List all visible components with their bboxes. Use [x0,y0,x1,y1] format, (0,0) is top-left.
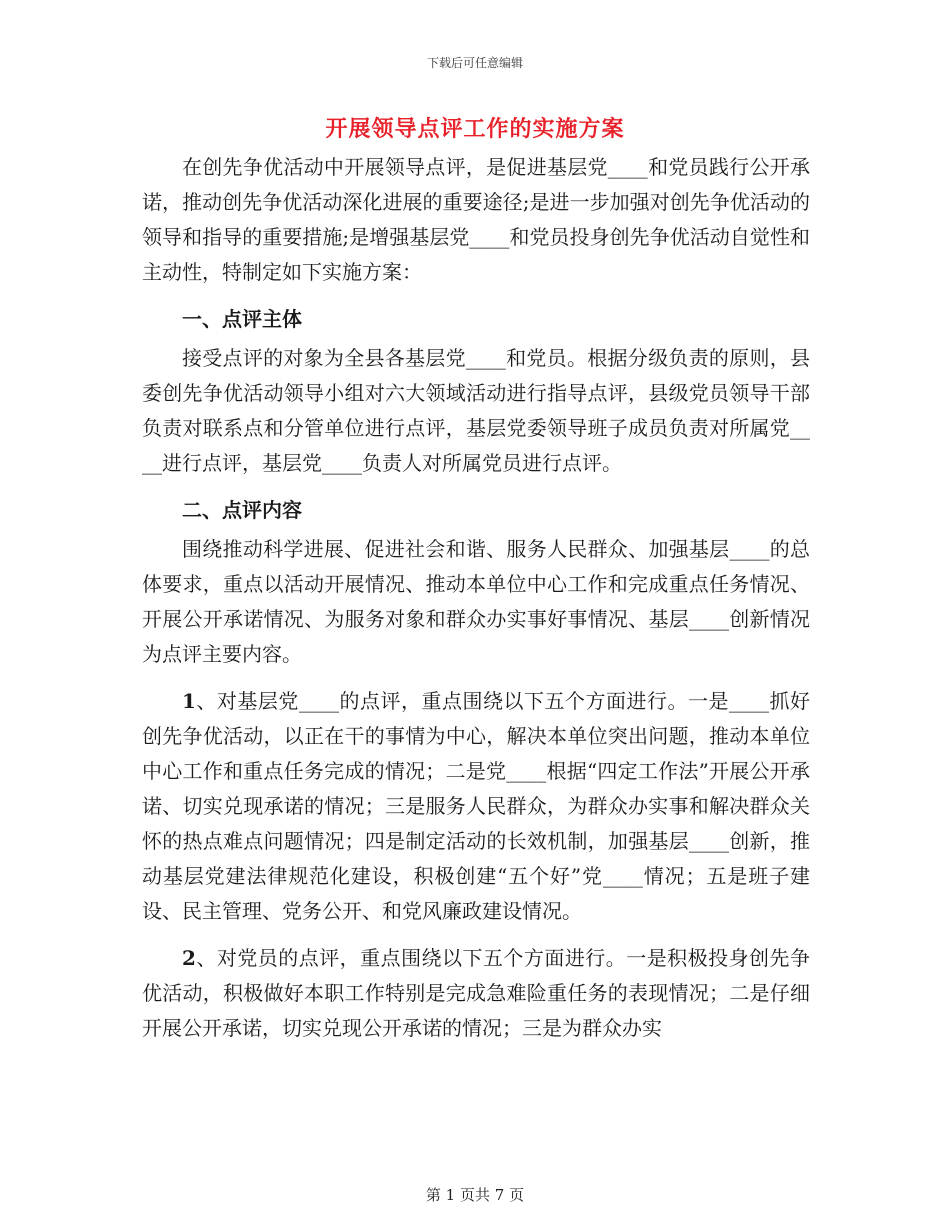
item2-number: 2 [182,946,196,970]
item2-paragraph [142,941,810,1046]
section2-paragraph: 围绕推动科学进展、促进社会和谐、服务人民群众、加强基层____的总体要求，重点以活动开展情况、推动本单位中心工作和完成重点任务情况、开展公开承诺情况、为服务对象和群众办实事好事情况、基层____创新情况为点评主要内容。 [142,537,810,666]
page-header-note: 下载后可任意编辑 [426,56,523,70]
intro-paragraph: 在创先争优活动中开展领导点评，是促进基层党____和党员践行公开承诺，推动创先争优活动深化进展的重要途径;是进一步加强对创先争优活动的领导和指导的重要措施;是增强基层党____和党员投身创先争优活动自觉性和主动性，特制定如下实施方案： [142,155,810,284]
document-title: 开展领导点评工作的实施方案 [325,116,625,142]
section1-paragraph: 接受点评的对象为全县各基层党____和党员。根据分级负责的原则，县委创先争优活动领导小组对六大领域活动进行指导点评，县级党员领导干部负责对联系点和分管单位进行点评，基层党委领导班子成员负责对所属党____进行点评，基层党____负责人对所属党员进行点评。 [142,346,810,475]
item1-paragraph [142,684,810,929]
item2-text: 、对党员的点评，重点围绕以下五个方面进行。一是积极投身创先争优活动，积极做好本职工作特别是完成急难险重任务的表现情况；二是仔细开展公开承诺，切实兑现公开承诺的情况；三是为群众办实 [142,946,810,1040]
item1-text: 、对基层党____的点评，重点围绕以下五个方面进行。一是____抓好创先争优活动，以正在干的事情为中心，解决本单位突出问题，推动本单位中心工作和重点任务完成的情况；二是党____根据“四定工作法”开展公开承诺、切实兑现承诺的情况；三是服务人民群众，为群众办实事和解决群众关怀的热点难点问题情况；四是制定活动的长效机制，加强基层____创新，推动基层党建法律规范化建设，积极创建“五个好”党____情况；五是班子建设、民主管理、党务公开、和党风廉政建设情况。 [142,689,810,923]
document-body [142,150,810,1046]
page-number: 第 1 页共 7 页 [425,1186,525,1204]
item1-number: 1 [182,689,196,713]
section2-heading: 二、点评内容 [182,498,302,522]
section1-heading: 一、点评主体 [182,307,302,331]
